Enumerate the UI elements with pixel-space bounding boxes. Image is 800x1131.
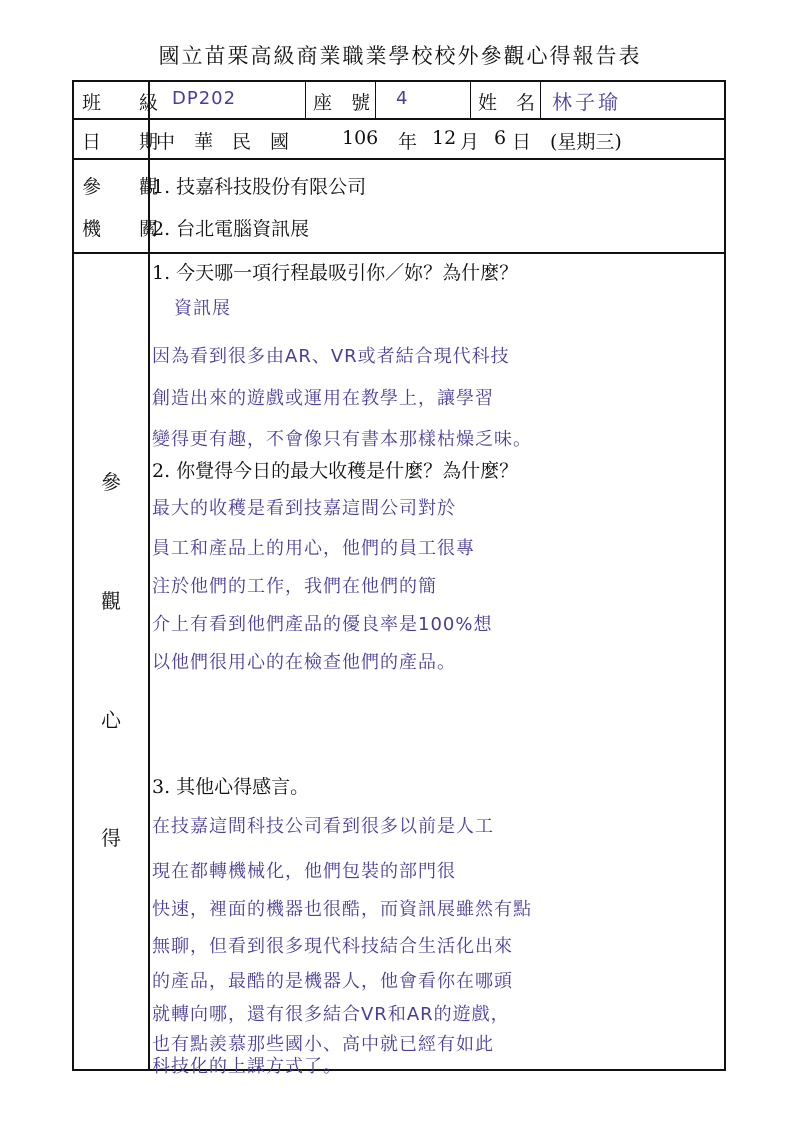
visit-item-1: 1. 技嘉科技股份有限公司 xyxy=(152,176,367,198)
date-year: 106 xyxy=(342,127,379,149)
side-label-4: 得 xyxy=(101,826,121,850)
date-year-unit: 年 xyxy=(398,131,418,153)
answer-2-line[interactable]: 員工和產品上的用心，他們的員工很專 xyxy=(152,538,475,559)
class-label: 班 級 xyxy=(82,92,159,114)
date-day: 6 xyxy=(494,127,507,149)
visit-item-2: 2. 台北電腦資訊展 xyxy=(152,218,310,240)
date-day-unit: 日 xyxy=(512,131,532,153)
name-value[interactable]: 林子瑜 xyxy=(552,90,621,114)
answer-2-line[interactable]: 以他們很用心的在檢查他們的產品。 xyxy=(152,652,456,673)
answer-1-line[interactable]: 變得更有趣，不會像只有書本那樣枯燥乏味。 xyxy=(152,429,532,450)
date-label: 日 期 xyxy=(82,131,159,153)
answer-3-line[interactable]: 就轉向哪，還有很多結合VR和AR的遊戲， xyxy=(152,1004,510,1025)
answer-1-line[interactable]: 資訊展 xyxy=(174,298,231,319)
answer-1-line[interactable]: 因為看到很多由AR、VR或者結合現代科技 xyxy=(152,346,510,367)
side-label-2: 觀 xyxy=(101,589,121,613)
answer-2-line[interactable]: 最大的收穫是看到技嘉這間公司對於 xyxy=(152,498,456,519)
question-3: 3. 其他心得感言。 xyxy=(152,776,310,798)
answer-3-line[interactable]: 的產品，最酷的是機器人，他會看你在哪頭 xyxy=(152,971,513,992)
answer-2-line[interactable]: 介上有看到他們產品的優良率是100%想 xyxy=(152,614,493,635)
answer-2-line[interactable]: 注於他們的工作，我們在他們的簡 xyxy=(152,576,437,597)
answer-3-line[interactable]: 無聊，但看到很多現代科技結合生活化出來 xyxy=(152,936,513,957)
side-label-3: 心 xyxy=(101,708,121,732)
visit-label-bottom: 機 關 xyxy=(82,218,159,240)
date-month: 12 xyxy=(432,127,457,149)
form-title: 國立苗栗高級商業職業學校校外參觀心得報告表 xyxy=(158,44,642,68)
seat-value[interactable]: 4 xyxy=(396,88,409,109)
answer-3-line[interactable]: 也有點羨慕那些國小、高中就已經有如此 xyxy=(152,1034,494,1055)
side-label-1: 參 xyxy=(101,470,121,494)
name-label: 姓 名 xyxy=(478,92,536,114)
date-prefix: 中 華 民 國 xyxy=(156,131,290,153)
seat-label: 座 號 xyxy=(313,92,371,114)
class-value[interactable]: DP202 xyxy=(172,88,237,109)
answer-3-line[interactable]: 在技嘉這間科技公司看到很多以前是人工 xyxy=(152,816,494,837)
question-1: 1. 今天哪一項行程最吸引你／妳？為什麼？ xyxy=(152,262,519,284)
visit-label-top: 參 觀 xyxy=(82,176,159,198)
answer-3-line[interactable]: 現在都轉機械化，他們包裝的部門很 xyxy=(152,861,456,882)
date-month-unit: 月 xyxy=(460,131,480,153)
answer-3-line[interactable]: 快速，裡面的機器也很酷，而資訊展雖然有點 xyxy=(152,899,532,920)
answer-3-line[interactable]: 科技化的上課方式了。 xyxy=(152,1056,342,1077)
answer-1-line[interactable]: 創造出來的遊戲或運用在教學上，讓學習 xyxy=(152,388,494,409)
date-weekday: (星期三) xyxy=(550,131,622,153)
question-2: 2. 你覺得今日的最大收穫是什麼？為什麼？ xyxy=(152,460,519,482)
